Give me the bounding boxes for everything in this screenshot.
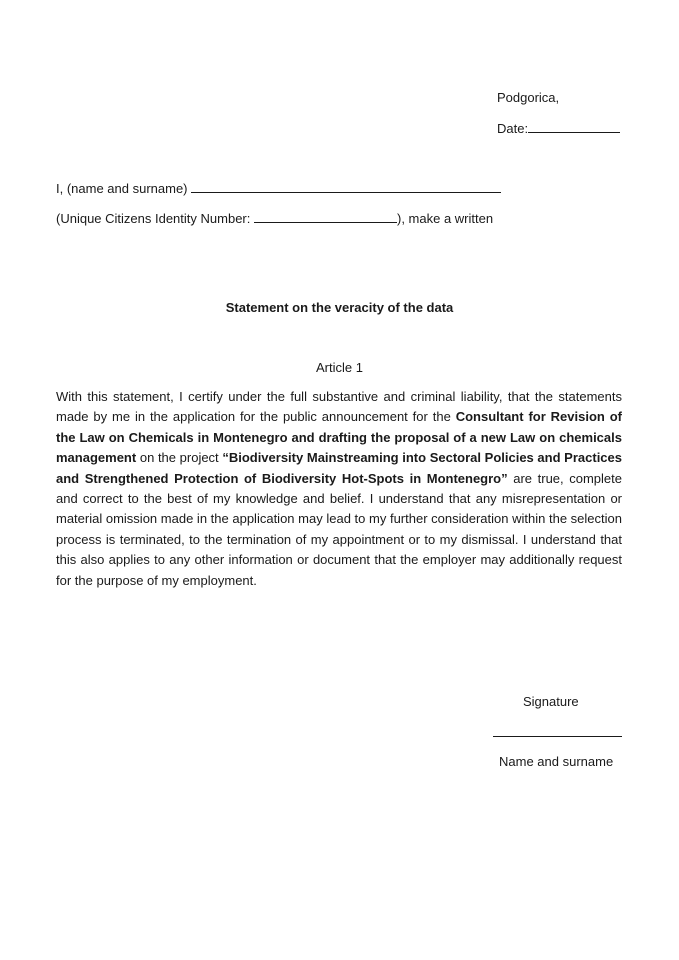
paragraph-text: With this statement, I certify under the full substantive and criminal liability, that the statements made by me in the application for the public announcement for the (56, 389, 622, 425)
identity-number-label: (Unique Citizens Identity Number: (56, 211, 251, 226)
statement-title: Statement on the veracity of the data (225, 300, 454, 315)
paragraph-text: on the project (136, 450, 223, 466)
identity-number-suffix: ), make a written (396, 211, 494, 226)
name-and-surname-label: Name and surname (499, 754, 614, 769)
statement-paragraph (56, 387, 622, 591)
name-surname-field[interactable] (56, 180, 501, 196)
date-label: Date: (497, 121, 529, 136)
date-field[interactable] (497, 120, 620, 136)
position-title: Consultant for Revision of the Law on Chemicals in Montenegro and drafting the proposal of a new Law on chemicals management (56, 409, 622, 466)
date-blank-line[interactable] (528, 120, 620, 133)
signature-blank-line[interactable] (493, 736, 622, 737)
place-label: Podgorica, (497, 90, 560, 105)
article-heading: Article 1 (316, 360, 363, 375)
name-surname-blank-line[interactable] (191, 180, 501, 193)
signature-label: Signature (523, 694, 579, 709)
identity-number-field[interactable] (56, 210, 493, 226)
name-surname-label: I, (name and surname) (56, 181, 188, 196)
identity-number-blank-line[interactable] (254, 210, 397, 223)
project-title: “Biodiversity Mainstreaming into Sectoral Policies and Practices and Strengthened Protection of Biodiversity Hot-Spots in Montenegro” (56, 450, 622, 486)
paragraph-text: are true, complete and correct to the best of my knowledge and belief. I understand that any misrepresentation or material omission made in the application may lead to my further consideration within the selection process is terminated, to the termination of my appointment or to my dismissal. I understand that this also applies to any other information or document that the employer may additionally request for the purpose of my employment. (56, 470, 622, 588)
